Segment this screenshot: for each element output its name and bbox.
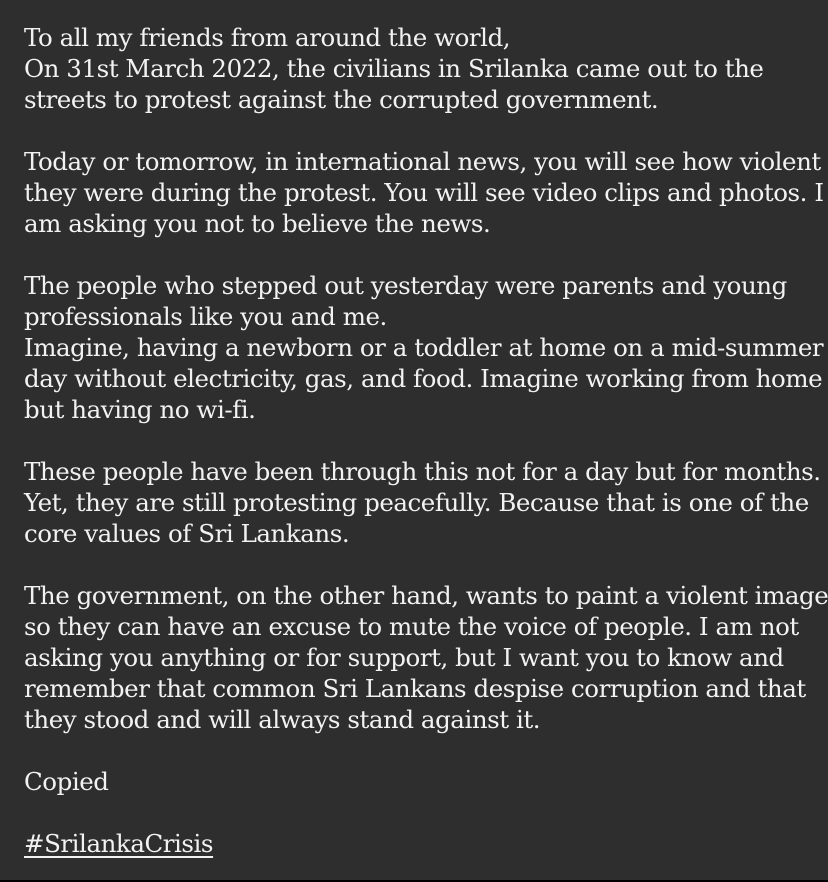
- text-line: day without electricity, gas, and food. Imagine working from home: [24, 364, 823, 393]
- text-line: Imagine, having a newborn or a toddler at home on a mid-summer: [24, 333, 824, 362]
- text-line: am asking you not to believe the news.: [24, 209, 491, 238]
- paragraph-copied: [24, 766, 804, 797]
- text-line: Yet, they are still protesting peacefully. Because that is one of the: [24, 488, 809, 517]
- text-line: but having no wi-fi.: [24, 395, 256, 424]
- text-line: they stood and will always stand against it.: [24, 705, 541, 734]
- paragraph-government: [24, 580, 828, 735]
- text-line: they were during the protest. You will see video clips and photos. I: [24, 178, 824, 207]
- text-line: remember that common Sri Lankans despise corruption and that: [24, 674, 806, 703]
- text-line: asking you anything or for support, but I want you to know and: [24, 643, 784, 672]
- paragraph-news-warning: [24, 146, 824, 239]
- paragraph-peaceful: [24, 456, 821, 549]
- text-line: so they can have an excuse to mute the voice of people. I am not: [24, 612, 799, 641]
- text-line: Copied: [24, 767, 109, 796]
- text-line: streets to protest against the corrupted government.: [24, 85, 659, 114]
- paragraph-people: [24, 270, 824, 425]
- text-line: These people have been through this not for a day but for months.: [24, 457, 821, 486]
- text-line: professionals like you and me.: [24, 302, 387, 331]
- text-line: The government, on the other hand, wants to paint a violent image: [24, 581, 828, 610]
- text-line: On 31st March 2022, the civilians in Srilanka came out to the: [24, 54, 764, 83]
- paragraph-greeting: [24, 22, 804, 115]
- text-line: core values of Sri Lankans.: [24, 519, 350, 548]
- text-line: The people who stepped out yesterday were parents and young: [24, 271, 787, 300]
- hashtag-link[interactable]: #SrilankaCrisis: [24, 829, 214, 858]
- text-line: To all my friends from around the world,: [24, 23, 511, 52]
- text-line: Today or tomorrow, in international news, you will see how violent: [24, 147, 821, 176]
- paragraph-hashtag: [24, 828, 804, 859]
